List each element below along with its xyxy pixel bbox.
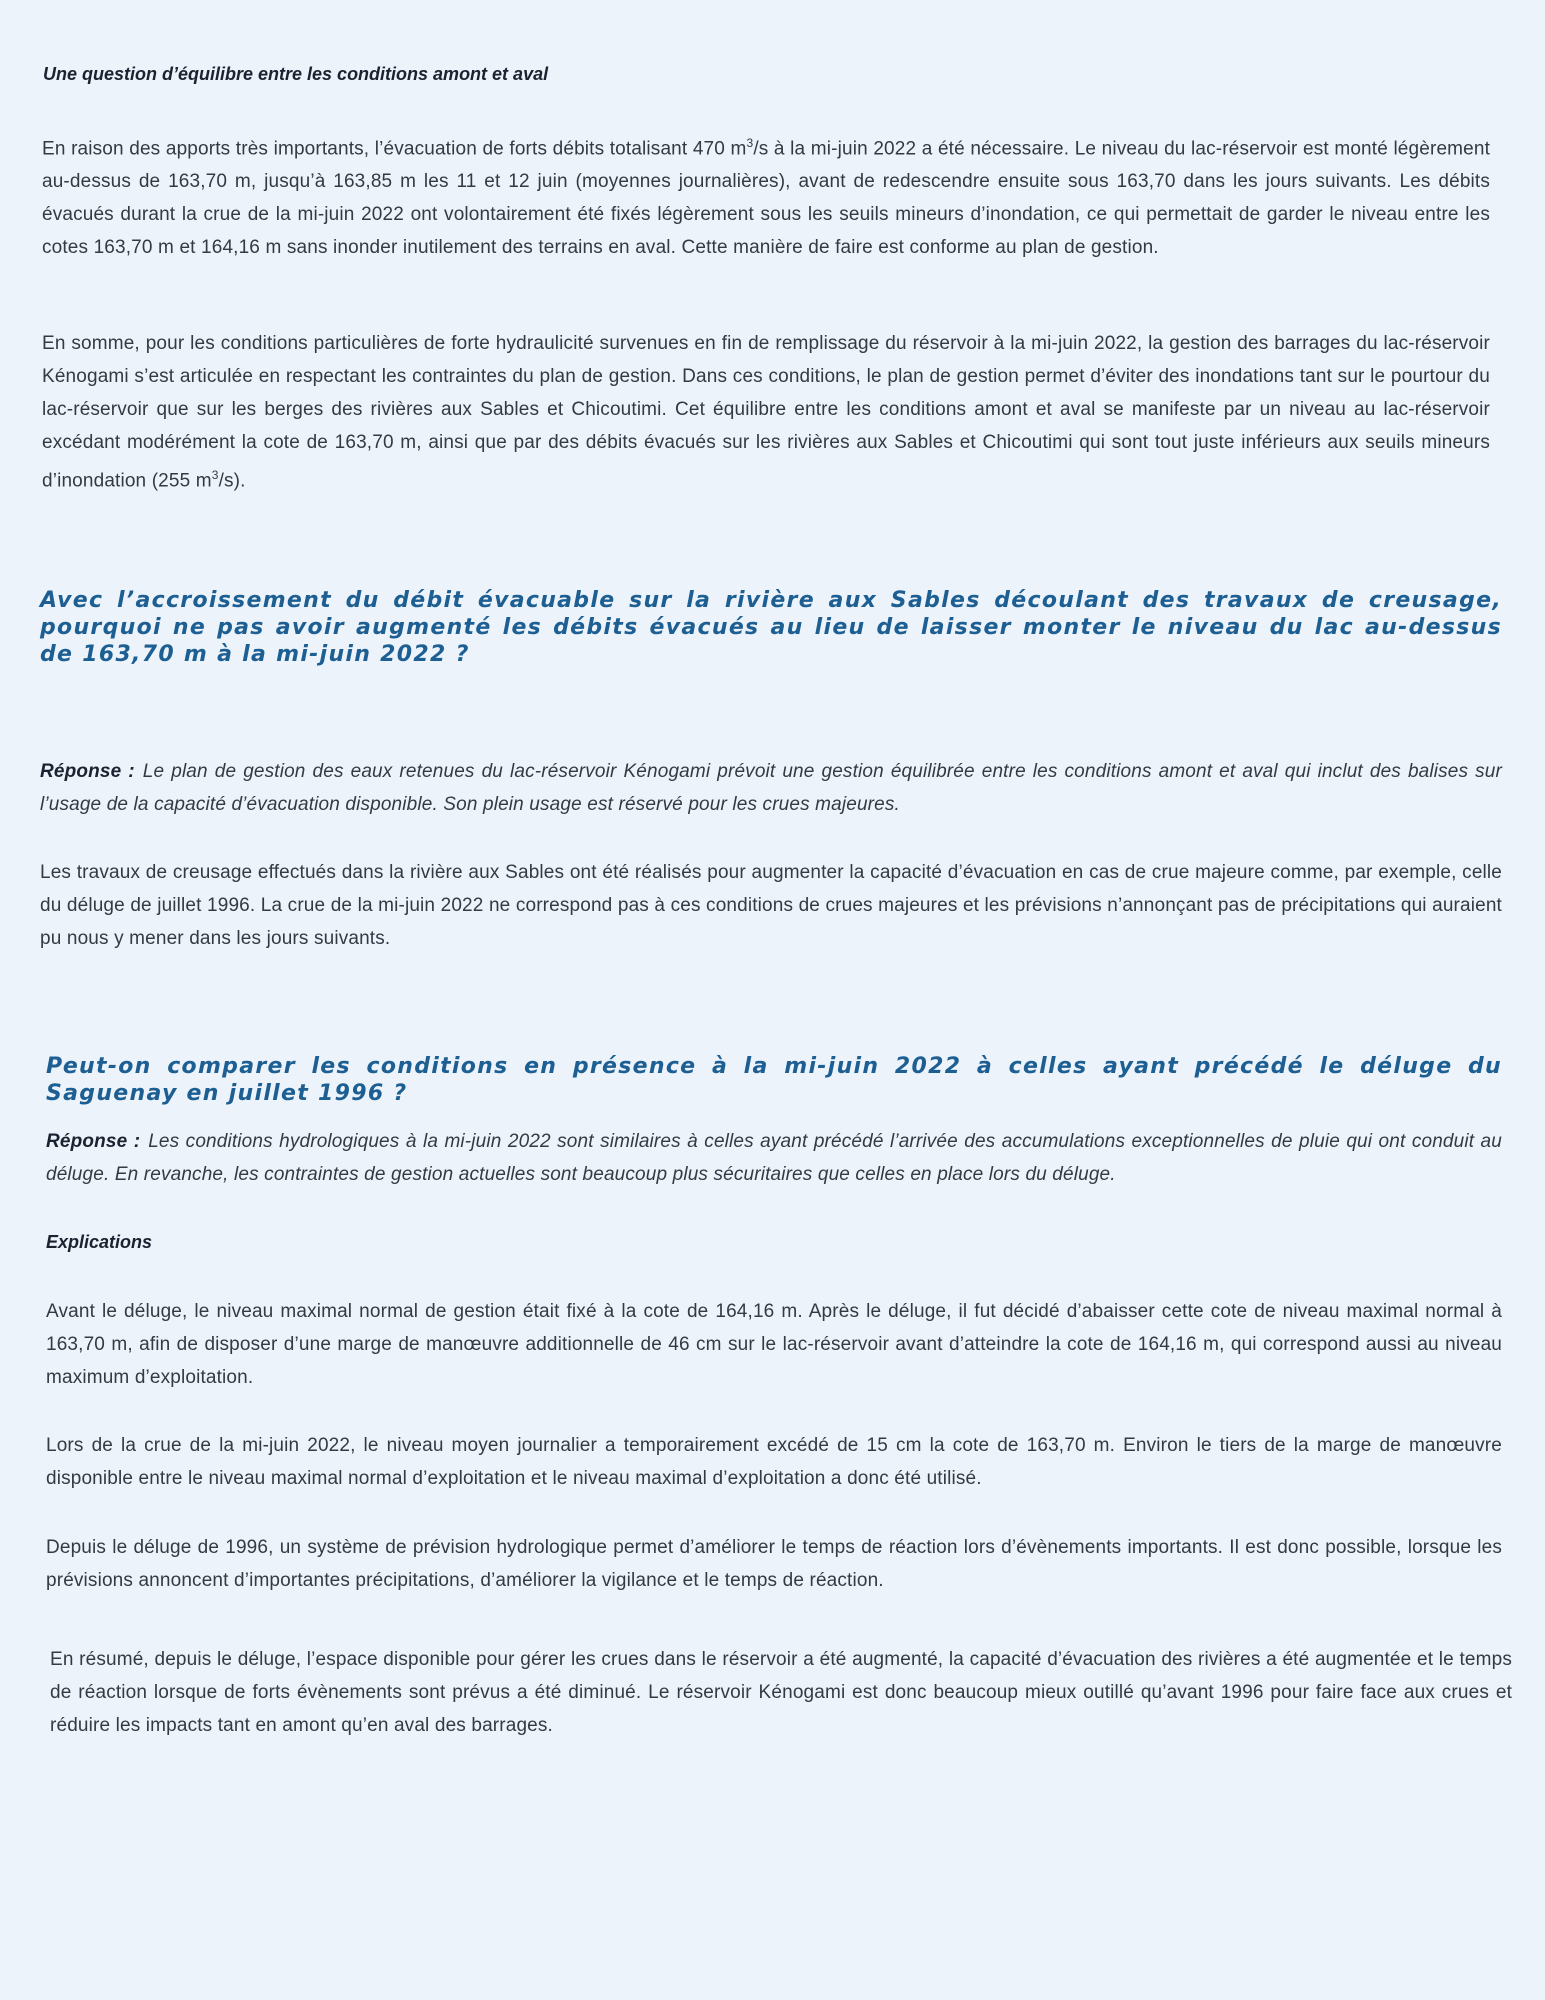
- answer-text: Les conditions hydrologiques à la mi-juin 2022 sont similaires à celles ayant précédé l’arrivée des accumulations exceptionnelles de pluie qui ont conduit au déluge. En revanche, les contraintes de gestion actuelles sont beaucoup plus sécuritaires que celles en place lors du déluge.: [46, 1131, 1502, 1185]
- paragraph-apports: [42, 127, 1490, 264]
- paragraph-apports-text-a: En raison des apports très importants, l’évacuation de forts débits totalisant 470 m: [42, 138, 747, 160]
- answer-label: Réponse :: [46, 1131, 141, 1152]
- paragraph-prevision: Depuis le déluge de 1996, un système de prévision hydrologique permet d’améliorer le temps de réaction lors d’évènements importants. Il est donc possible, lorsque les prévisions annoncent d’importantes précipitations, d’améliorer la vigilance et le temps de réaction.: [46, 1537, 1502, 1591]
- paragraph-resume: En résumé, depuis le déluge, l’espace disponible pour gérer les crues dans le réservoir a été augmenté, la capacité d’évacuation des rivières a été augmentée et le temps de réaction lorsque de forts évènements sont prévus a été diminué. Le réservoir Kénogami est donc beaucoup mieux outillé qu’avant 1996 pour faire face aux crues et réduire les impacts tant en amont qu’en aval des barrages.: [50, 1649, 1512, 1736]
- answer-paragraph-plan-gestion: [40, 755, 1502, 821]
- section-heading-equilibre: Une question d’équilibre entre les conditions amont et aval: [43, 64, 549, 84]
- paragraph-apports-text-b: /s à la mi-juin 2022 a été nécessaire. Le niveau du lac-réservoir est monté légèrement au-dessus de 163,70 m, jusqu’à 163,85 m les 11 et 12 juin (moyennes journalières), avant de redescendre ensuite sous 163,70 dans les jours suivants. Les débits évacués durant la crue de la mi-juin 2022 ont volontairement été fixés légèrement sous les seuils mineurs d’inondation, ce qui permettait de garder le niveau entre les cotes 163,70 m et 164,16 m sans inonder inutilement des terrains en aval. Cette manière de faire est conforme au plan de gestion.: [42, 138, 1490, 259]
- question-heading-deluge: Peut-on comparer les conditions en présence à la mi-juin 2022 à celles ayant précédé le déluge du Saguenay en juillet 1996 ?: [46, 1054, 1502, 1106]
- superscript-3: 3: [211, 468, 219, 482]
- paragraph-avant-deluge: Avant le déluge, le niveau maximal normal de gestion était fixé à la cote de 164,16 m. Après le déluge, il fut décidé d’abaisser cette cote de niveau maximal normal à 163,70 m, afin de disposer d’une marge de manœuvre additionnelle de 46 cm sur le lac-réservoir avant d’atteindre la cote de 164,16 m, qui correspond aussi au niveau maximum d’exploitation.: [46, 1301, 1502, 1388]
- paragraph-en-somme: [42, 327, 1490, 497]
- answer-label: Réponse :: [40, 761, 135, 782]
- superscript-3: 3: [746, 136, 754, 150]
- explications-heading: Explications: [46, 1232, 153, 1252]
- answer-paragraph-conditions: [46, 1125, 1502, 1191]
- answer-text: Le plan de gestion des eaux retenues du lac-réservoir Kénogami prévoit une gestion équilibrée entre les conditions amont et aval qui inclut des balises sur l’usage de la capacité d’évacuation disponible. Son plein usage est réservé pour les crues majeures.: [40, 761, 1502, 815]
- paragraph-crue-mi-juin: Lors de la crue de la mi-juin 2022, le niveau moyen journalier a temporairement excédé de 15 cm la cote de 163,70 m. Environ le tiers de la marge de manœuvre disponible entre le niveau maximal normal d’exploitation et le niveau maximal d’exploitation a donc été utilisé.: [46, 1435, 1502, 1489]
- paragraph-travaux-creusage: Les travaux de creusage effectués dans la rivière aux Sables ont été réalisés pour augmenter la capacité d’évacuation en cas de crue majeure comme, par exemple, celle du déluge de juillet 1996. La crue de la mi-juin 2022 ne correspond pas à ces conditions de crues majeures et les prévisions n’annonçant pas de précipitations qui auraient pu nous y mener dans les jours suivants.: [40, 862, 1502, 949]
- question-heading-debits: Avec l’accroissement du débit évacuable sur la rivière aux Sables découlant des travaux de creusage, pourquoi ne pas avoir augmenté les débits évacués au lieu de laisser monter le niveau du lac au-dessus de 163,70 m à la mi-juin 2022 ?: [40, 588, 1502, 667]
- paragraph-en-somme-text-a: En somme, pour les conditions particulières de forte hydraulicité survenues en fin de remplissage du réservoir à la mi-juin 2022, la gestion des barrages du lac-réservoir Kénogami s’est articulée en respectant les contraintes du plan de gestion. Dans ces conditions, le plan de gestion permet d’éviter des inondations tant sur le pourtour du lac-réservoir que sur les berges des rivières aux Sables et Chicoutimi. Cet équilibre entre les conditions amont et aval se manifeste par un niveau au lac-réservoir excédant modérément la cote de 163,70 m, ainsi que par des débits évacués sur les rivières aux Sables et Chicoutimi qui sont tout juste inférieurs aux seuils mineurs d’inondation (255 m: [42, 333, 1490, 492]
- paragraph-en-somme-text-b: /s).: [218, 470, 246, 492]
